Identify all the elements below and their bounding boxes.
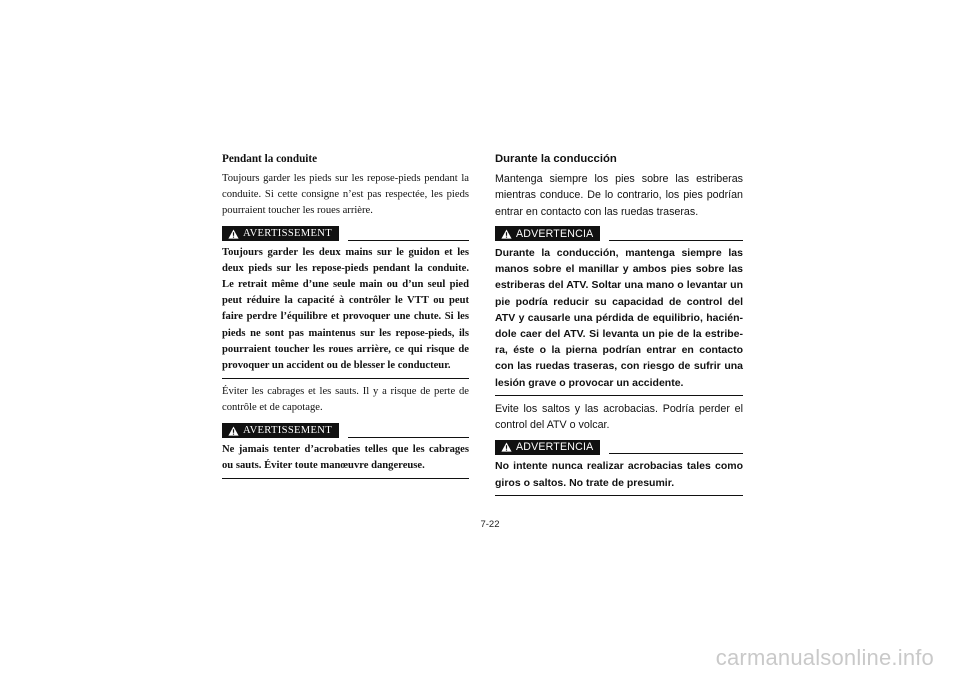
page-number: 7-22 bbox=[480, 519, 500, 530]
warning-triangle-icon bbox=[501, 229, 512, 239]
warning-header bbox=[495, 439, 743, 455]
warning-text: Ne jamais tenter d’acrobaties telles que les cabrages ou sauts. Éviter toute manœuvre dangereuse. bbox=[222, 442, 469, 479]
section-heading: Pendant la conduite bbox=[222, 153, 318, 165]
body-paragraph: Toujours garder les pieds sur les repose-pieds pendant la conduite. Si cette consigne n’est pas respectée, les pieds pourraient toucher les roues arrière. bbox=[222, 173, 469, 217]
french-column bbox=[222, 153, 469, 479]
warning-text: Durante la conducción, mantenga siempre las manos sobre el manillar y ambos pies sobre las estriberas del ATV. Soltar una mano o levantar un pie podría reducir su capacidad de control del ATV y causarle una pérdida de equilibrio, hacién-dole caer del ATV. Si levanta un pie de la estribe-ra, éste o la pierna podrían entrar en contacto con las ruedas traseras, con riesgo de sufrir una lesión grave o provocar un accidente. bbox=[495, 245, 743, 396]
warning-triangle-icon bbox=[228, 229, 239, 239]
warning-label: ADVERTENCIA bbox=[516, 441, 594, 454]
divider bbox=[609, 453, 743, 454]
warning-label: ADVERTENCIA bbox=[516, 227, 594, 240]
body-paragraph: Éviter les cabrages et les sauts. Il y a risque de perte de contrôle et de capotage. bbox=[222, 386, 469, 414]
warning-label: AVERTISSEMENT bbox=[243, 228, 333, 240]
warning-triangle-icon bbox=[228, 426, 239, 436]
warning-header bbox=[222, 226, 469, 242]
spanish-column bbox=[495, 153, 743, 496]
warning-badge bbox=[495, 226, 600, 241]
warning-header bbox=[222, 423, 469, 439]
section-heading: Durante la conducción bbox=[495, 153, 617, 165]
warning-header bbox=[495, 226, 743, 242]
warning-badge bbox=[222, 423, 339, 438]
warning-text: No intente nunca realizar acrobacias tales como giros o saltos. No trate de presumir. bbox=[495, 458, 743, 495]
watermark: carmanualsonline.info bbox=[715, 645, 934, 670]
warning-badge bbox=[495, 440, 600, 455]
divider bbox=[609, 240, 743, 241]
warning-triangle-icon bbox=[501, 442, 512, 452]
divider bbox=[348, 240, 469, 241]
warning-text: Toujours garder les deux mains sur le guidon et les deux pieds sur les repose-pieds pendant la conduite. Le retrait même d’une seule main ou d’un seul pied peut réduire la capacité à contrôler le VTT ou peut faire perdre l’équilibre et provoquer une chute. Si les pieds ne sont pas maintenus sur les repose-pieds, ils pourraient toucher les roues arrière, ce qui risque de provoquer un accident ou de blesser le conducteur. bbox=[222, 245, 469, 380]
body-paragraph: Mantenga siempre los pies sobre las estriberas mientras conduce. De lo contrario, los pies podrían entrar en contacto con las ruedas traseras. bbox=[495, 173, 743, 218]
divider bbox=[348, 437, 469, 438]
warning-label: AVERTISSEMENT bbox=[243, 425, 333, 437]
body-paragraph: Evite los saltos y las acrobacias. Podría perder el control del ATV o volcar. bbox=[495, 402, 743, 432]
warning-badge bbox=[222, 226, 339, 241]
